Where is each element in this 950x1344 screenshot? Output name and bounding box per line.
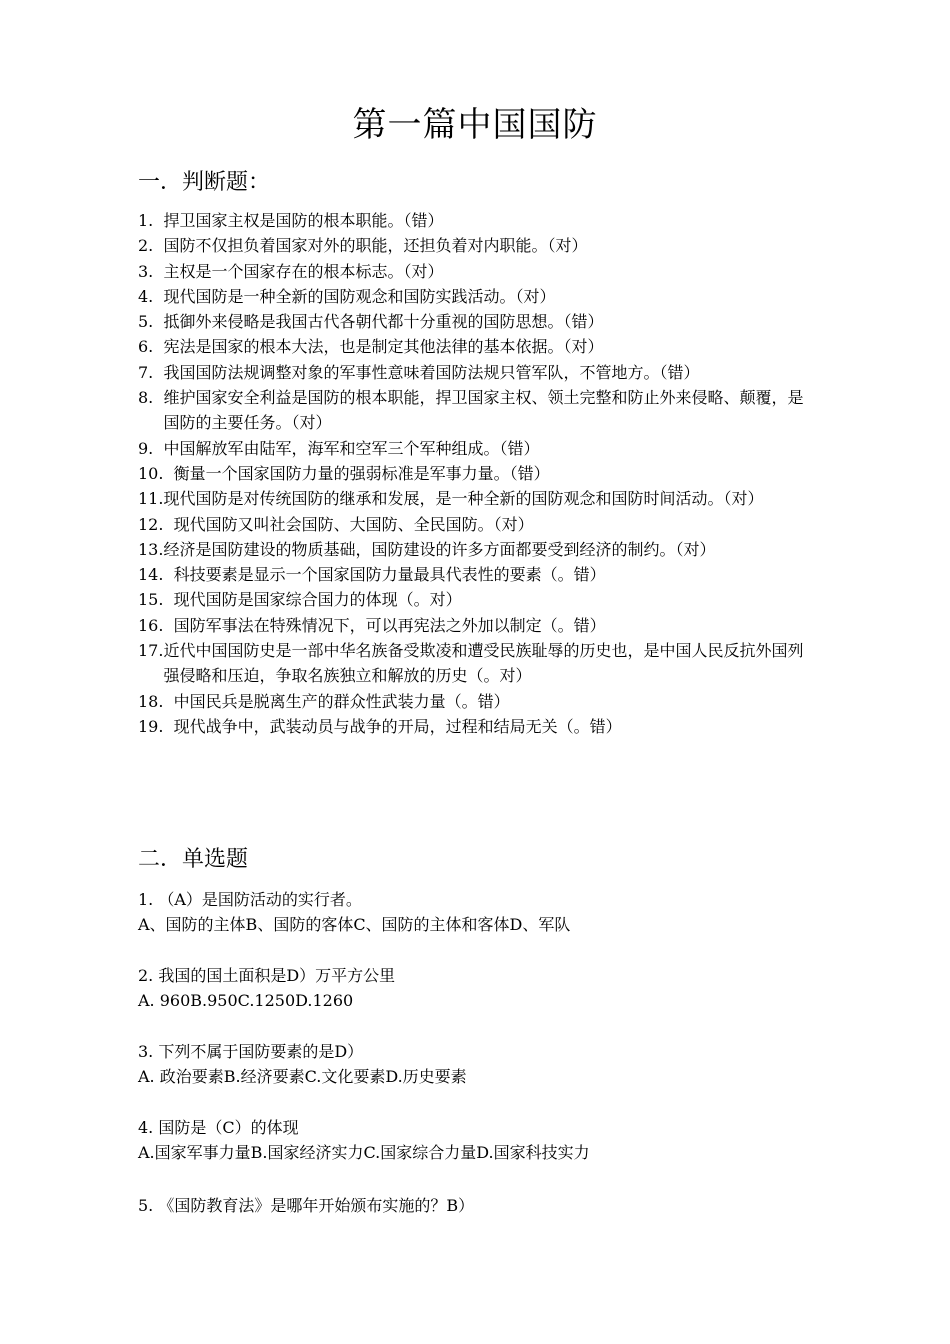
question-text: 5. 《国防教育法》是哪年开始颁布实施的？B） — [138, 1196, 475, 1215]
question-options: A、国防的主体B、国防的客体C、国防的主体和客体D、军队 — [138, 915, 571, 935]
list-item — [138, 334, 808, 359]
item-number: 19. — [138, 716, 174, 736]
question-options: A. 政治要素B.经济要素C.文化要素D.历史要素 — [138, 1067, 467, 1087]
item-number: 6. — [138, 337, 164, 357]
item-number: 2. — [138, 236, 164, 256]
list-item — [138, 714, 808, 739]
list-item — [138, 537, 808, 562]
item-text: 中国解放军由陆军，海军和空军三个军种组成。（错） — [163, 438, 540, 458]
list-item — [138, 259, 808, 284]
item-number: 16. — [138, 615, 174, 635]
item-text: 衡量一个国家国防力量的强弱标准是军事力量。（错） — [173, 463, 550, 483]
list-item — [138, 208, 808, 233]
item-text: 现代国防是一种全新的国防观念和国防实践活动。（对） — [163, 286, 556, 306]
list-item — [138, 512, 808, 537]
section-heading-true-false: 一．判断题： — [138, 170, 271, 195]
item-number: 12. — [138, 514, 174, 534]
item-number: 18. — [138, 691, 174, 711]
item-text: 现代战争中，武装动员与战争的开局，过程和结局无关（。错） — [173, 716, 622, 736]
list-item — [138, 689, 808, 714]
item-text: 宪法是国家的根本大法，也是制定其他法律的基本依据。（对） — [163, 337, 604, 357]
list-item — [138, 284, 808, 309]
item-text: 现代国防是国家综合国力的体现（。对） — [173, 590, 462, 610]
section-heading-single-choice: 二．单选题 — [138, 847, 249, 872]
item-text: 中国民兵是脱离生产的群众性武装力量（。错） — [173, 691, 510, 711]
question-block — [138, 1039, 467, 1090]
item-text: 经济是国防建设的物质基础，国防建设的许多方面都要受到经济的制约。（对） — [163, 539, 716, 559]
item-number: 11. — [138, 489, 164, 509]
list-item — [138, 638, 808, 689]
item-number: 17. — [138, 641, 164, 661]
item-text: 维护国家安全利益是国防的根本职能，捍卫国家主权、领土完整和防止外来侵略、颠覆，是国防的主要任务。（对） — [163, 388, 804, 433]
question-text: 1. （A）是国防活动的实行者。 — [138, 890, 362, 909]
list-item — [138, 486, 808, 511]
item-text: 科技要素是显示一个国家国防力量最具代表性的要素（。错） — [173, 565, 606, 585]
item-number: 5. — [138, 312, 164, 332]
list-item — [138, 385, 808, 436]
list-item — [138, 562, 808, 587]
item-text: 国防军事法在特殊情况下，可以再宪法之外加以制定（。错） — [173, 615, 606, 635]
list-item — [138, 436, 808, 461]
item-text: 近代中国国防史是一部中华名族备受欺凌和遭受民族耻辱的历史也，是中国人民反抗外国列强侵略和压迫，争取名族独立和解放的历史（。对） — [163, 641, 804, 686]
question-block — [138, 963, 395, 1014]
item-text: 现代国防又叫社会国防、大国防、全民国防。（对） — [173, 514, 534, 534]
list-item — [138, 587, 808, 612]
question-text: 3. 下列不属于国防要素的是D） — [138, 1042, 364, 1061]
item-number: 7. — [138, 362, 164, 382]
item-text: 捍卫国家主权是国防的根本职能。（错） — [163, 211, 444, 230]
item-text: 我国国防法规调整对象的军事性意味着国防法规只管军队，不管地方。（错） — [163, 362, 700, 382]
question-text: 2. 我国的国土面积是D）万平方公里 — [138, 966, 396, 985]
question-options: A.国家军事力量B.国家经济实力C.国家综合力量D.国家科技实力 — [138, 1143, 590, 1163]
question-block — [138, 1193, 474, 1218]
item-number: 13. — [138, 539, 164, 559]
question-block — [138, 887, 570, 938]
question-text: 4. 国防是（C）的体现 — [138, 1118, 299, 1137]
item-text: 国防不仅担负着国家对外的职能，还担负着对内职能。（对） — [163, 236, 588, 256]
list-item — [138, 613, 808, 638]
question-block — [138, 1115, 590, 1166]
item-text: 主权是一个国家存在的根本标志。（对） — [163, 261, 444, 281]
true-false-list — [138, 208, 808, 739]
item-text: 抵御外来侵略是我国古代各朝代都十分重视的国防思想。（错） — [163, 312, 604, 332]
item-number: 4. — [138, 286, 164, 306]
item-text: 现代国防是对传统国防的继承和发展，是一种全新的国防观念和国防时间活动。（对） — [163, 489, 764, 509]
item-number: 14. — [138, 565, 174, 585]
item-number: 9. — [138, 438, 164, 458]
list-item — [138, 309, 808, 334]
list-item — [138, 461, 808, 486]
item-number: 1. — [138, 211, 164, 230]
item-number: 3. — [138, 261, 164, 281]
list-item — [138, 360, 808, 385]
page-title: 第一篇中国国防 — [352, 105, 598, 145]
list-item — [138, 233, 808, 258]
question-options: A. 960B.950C.1250D.1260 — [138, 991, 354, 1011]
item-number: 10. — [138, 463, 174, 483]
item-number: 15. — [138, 590, 174, 610]
item-number: 8. — [138, 388, 164, 408]
